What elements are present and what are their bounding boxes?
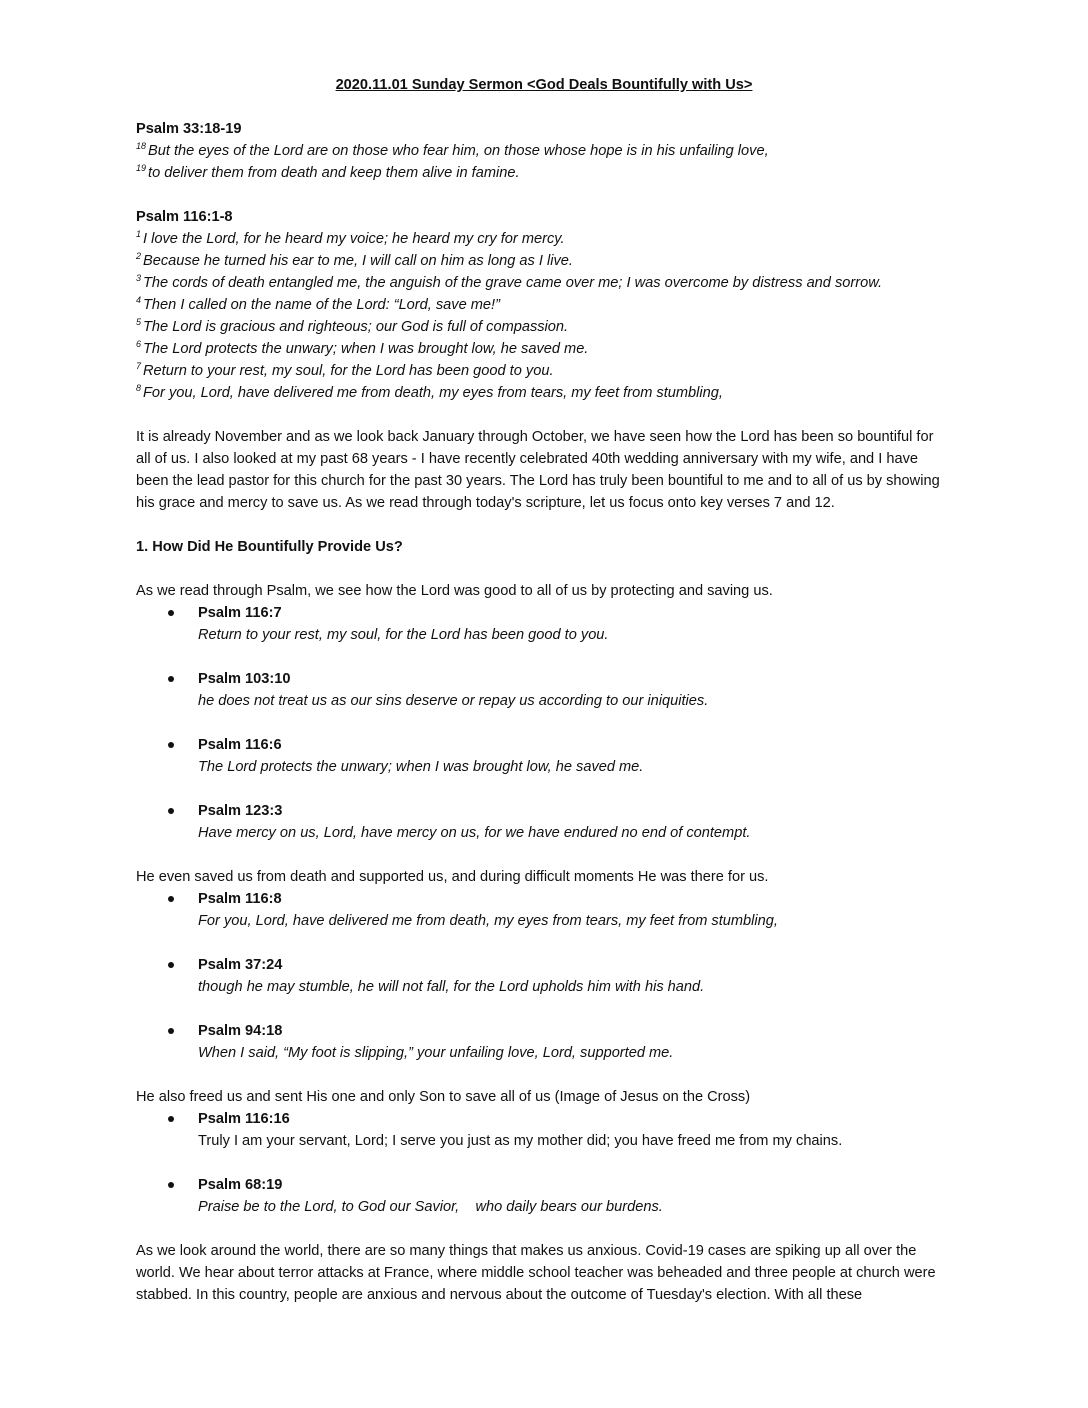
scripture-group-supporting <box>136 866 952 1064</box>
verse-text: The Lord protects the unwary; when I was brought low, he saved me. <box>143 341 589 357</box>
verse-text: Then I called on the name of the Lord: “Lord, save me!” <box>143 297 500 313</box>
verse-line <box>136 272 952 294</box>
bullet-icon <box>168 896 174 902</box>
list-item <box>136 1020 952 1064</box>
scripture-text: though he may stumble, he will not fall, for the Lord upholds him with his hand. <box>198 979 705 995</box>
scripture-group-freeing <box>136 1086 952 1218</box>
verse-number: 7 <box>136 361 142 372</box>
verse-line <box>136 382 952 404</box>
verse-number: 5 <box>136 317 142 328</box>
list-item <box>136 1174 952 1218</box>
passage-reference: Psalm 33:18-19 <box>136 121 242 137</box>
verse-line <box>136 338 952 360</box>
list-item <box>136 1108 952 1152</box>
scripture-reference: Psalm 94:18 <box>198 1023 283 1039</box>
scripture-list <box>136 1108 952 1218</box>
scripture-list <box>136 888 952 1064</box>
verse-line <box>136 360 952 382</box>
verse-line <box>136 250 952 272</box>
scripture-text: he does not treat us as our sins deserve or repay us according to our iniquities. <box>198 693 709 709</box>
verse-text: I love the Lord, for he heard my voice; he heard my cry for mercy. <box>143 231 565 247</box>
scripture-reference: Psalm 116:16 <box>198 1111 290 1127</box>
verse-number: 8 <box>136 383 142 394</box>
verse-text: Because he turned his ear to me, I will call on him as long as I live. <box>143 253 573 269</box>
verse-number: 1 <box>136 229 142 240</box>
scripture-group-protecting <box>136 580 952 844</box>
bullet-icon <box>168 962 174 968</box>
verse-number: 18 <box>136 141 147 152</box>
bullet-icon <box>168 610 174 616</box>
verse-line <box>136 294 952 316</box>
list-item <box>136 602 952 646</box>
passage-psalm-116 <box>136 206 952 404</box>
sermon-title: 2020.11.01 Sunday Sermon <God Deals Bountifully with Us> <box>335 77 753 93</box>
group-intro: As we read through Psalm, we see how the Lord was good to all of us by protecting and saving us. <box>136 583 773 599</box>
closing-paragraph: As we look around the world, there are so many things that makes us anxious. Covid-19 cases are spiking up all over the world. We hear about terror attacks at France, where middle school teacher was beheaded and three people at church were stabbed. In this country, people are anxious and nervous about the outcome of Tuesday's election. With all these <box>136 1243 936 1303</box>
scripture-text: The Lord protects the unwary; when I was brought low, he saved me. <box>198 759 644 775</box>
bullet-icon <box>168 742 174 748</box>
verse-line <box>136 228 952 250</box>
list-item <box>136 888 952 932</box>
verse-text: to deliver them from death and keep them alive in famine. <box>148 165 520 181</box>
verse-number: 19 <box>136 163 147 174</box>
verse-line <box>136 140 952 162</box>
bullet-icon <box>168 808 174 814</box>
scripture-text: Truly I am your servant, Lord; I serve you just as my mother did; you have freed me from my chains. <box>198 1133 843 1149</box>
scripture-text: Have mercy on us, Lord, have mercy on us, for we have endured no end of contempt. <box>198 825 751 841</box>
verse-line <box>136 316 952 338</box>
list-item <box>136 668 952 712</box>
section-heading: 1. How Did He Bountifully Provide Us? <box>136 539 403 555</box>
list-item <box>136 800 952 844</box>
scripture-text: When I said, “My foot is slipping,” your unfailing love, Lord, supported me. <box>198 1045 674 1061</box>
passage-reference: Psalm 116:1-8 <box>136 209 233 225</box>
scripture-reference: Psalm 123:3 <box>198 803 283 819</box>
list-item <box>136 954 952 998</box>
scripture-reference: Psalm 116:6 <box>198 737 282 753</box>
verse-text: The cords of death entangled me, the anguish of the grave came over me; I was overcome by distress and sorrow. <box>143 275 883 291</box>
list-item <box>136 734 952 778</box>
verse-text: The Lord is gracious and righteous; our God is full of compassion. <box>143 319 569 335</box>
scripture-text: For you, Lord, have delivered me from death, my eyes from tears, my feet from stumbling, <box>198 913 778 929</box>
bullet-icon <box>168 1116 174 1122</box>
verse-number: 4 <box>136 295 142 306</box>
verse-text: For you, Lord, have delivered me from death, my eyes from tears, my feet from stumbling, <box>143 385 723 401</box>
scripture-text: Return to your rest, my soul, for the Lord has been good to you. <box>198 627 609 643</box>
bullet-icon <box>168 1028 174 1034</box>
scripture-reference: Psalm 116:7 <box>198 605 282 621</box>
scripture-reference: Psalm 68:19 <box>198 1177 283 1193</box>
scripture-reference: Psalm 37:24 <box>198 957 283 973</box>
verse-text: Return to your rest, my soul, for the Lord has been good to you. <box>143 363 554 379</box>
scripture-text: Praise be to the Lord, to God our Savior, who daily bears our burdens. <box>198 1199 663 1215</box>
scripture-list <box>136 602 952 844</box>
verse-number: 3 <box>136 273 142 284</box>
verse-number: 2 <box>136 251 142 262</box>
verse-text: But the eyes of the Lord are on those who fear him, on those whose hope is in his unfailing love, <box>148 143 769 159</box>
verse-number: 6 <box>136 339 142 350</box>
group-intro: He also freed us and sent His one and only Son to save all of us (Image of Jesus on the Cross) <box>136 1089 751 1105</box>
verse-line <box>136 162 952 184</box>
passage-psalm-33 <box>136 118 952 184</box>
bullet-icon <box>168 676 174 682</box>
group-intro: He even saved us from death and supported us, and during difficult moments He was there for us. <box>136 869 769 885</box>
scripture-reference: Psalm 103:10 <box>198 671 291 687</box>
scripture-reference: Psalm 116:8 <box>198 891 282 907</box>
bullet-icon <box>168 1182 174 1188</box>
intro-paragraph: It is already November and as we look back January through October, we have seen how the Lord has been so bountiful for all of us. I also looked at my past 68 years - I have recently celebrated 40th wedding anniversary with my wife, and I have been the lead pastor for this church for the past 30 years. The Lord has truly been bountiful to me and to all of us by showing his grace and mercy to save us. As we read through today's scripture, let us focus onto key verses 7 and 12. <box>136 429 940 511</box>
